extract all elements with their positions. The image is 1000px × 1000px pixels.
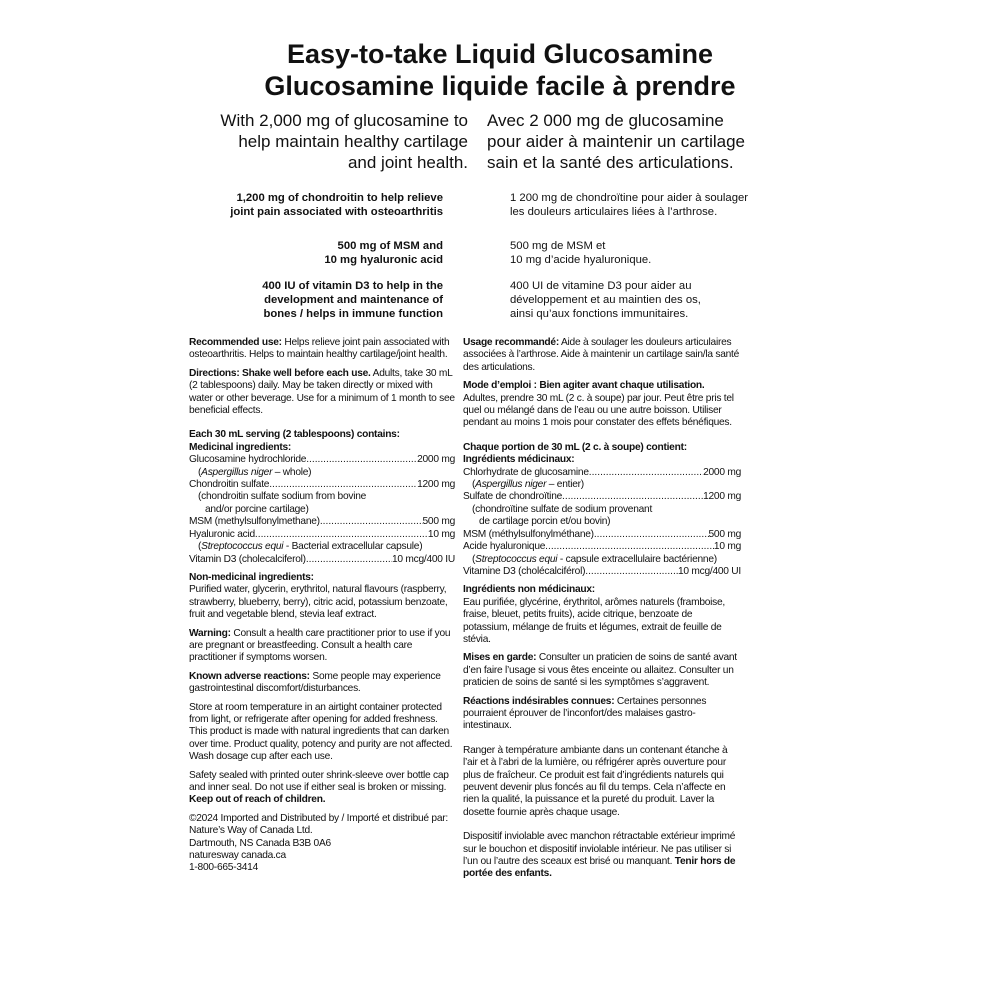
ingredient-amount: 500 mg: [422, 516, 455, 528]
medicinal-heading: Medicinal ingredients:: [189, 441, 292, 453]
directions: [189, 368, 455, 418]
safety-text: Safety sealed with printed outer shrink-sleeve over bottle cap and inner seal. Do not use if either seal is broken or missing.: [189, 769, 449, 793]
copyright-line: ©2024 Imported and Distributed by / Importé et distribué par:: [189, 812, 448, 824]
warning: [189, 628, 455, 665]
warning-text: Consult a health care practitioner prior to use if you are pregnant or breastfeeding. Consult a health care practitioner if symptoms worsen.: [189, 627, 451, 664]
hero-fr-line-3: sain et la santé des articulations.: [487, 153, 734, 172]
claim-line: les douleurs articulaires liées à l’arthrose.: [510, 206, 718, 218]
ingredient-source: (Streptococcus equi - capsule extracellulaire bactérienne): [472, 553, 717, 565]
claim-line: development and maintenance of: [264, 294, 443, 306]
recommended-use-label: Recommended use:: [189, 337, 282, 348]
hero-fr-line-1: Avec 2 000 mg de glucosamine: [487, 111, 724, 130]
warning-label: Mises en garde:: [463, 652, 537, 664]
claim-msm-fr: [510, 239, 840, 267]
ingredient-source: de cartilage porcin et/ou bovin): [479, 516, 611, 528]
ingredient-name: MSM (methylsulfonylmethane): [189, 516, 320, 528]
ingredient-amount: 10 mg: [427, 528, 455, 540]
source-rest: - capsule extracellulaire bactérienne): [557, 553, 717, 565]
ingredient-name: Chlorhydrate de glucosamine: [463, 466, 589, 478]
ingredient-source: and/or porcine cartilage): [205, 503, 309, 515]
hero-en-line-1: With 2,000 mg of glucosamine to: [220, 111, 468, 130]
adverse-label: Réactions indésirables connues:: [463, 695, 615, 707]
claim-line: développement et au maintien des os,: [510, 294, 701, 306]
hero-claim-english: [170, 110, 468, 173]
ingredient-row: [189, 529, 455, 541]
source-rest: - Bacterial extracellular capsule): [283, 541, 423, 553]
ingredient-row: [463, 529, 741, 541]
warning-label: Warning:: [189, 627, 231, 639]
recommended-use-text: Aide à soulager les douleurs articulaires associées à l’arthrose. Aide à maintenir un cartilage sain/la santé des articulations.: [463, 337, 740, 373]
claim-line: 10 mg hyaluronic acid: [324, 254, 443, 266]
ingredient-row: [189, 454, 455, 466]
company-website: naturesway canada.ca: [189, 850, 286, 862]
title-english: Easy-to-take Liquid Glucosamine: [286, 39, 714, 69]
ingredient-name: Sulfate de chondroïtine: [463, 491, 563, 503]
ingredient-source: (Aspergillus niger – entier): [472, 479, 584, 491]
source-rest: – entier): [546, 479, 584, 491]
ingredients-block-fr: [463, 442, 741, 578]
recommended-use-text: Helps relieve joint pain associated with osteoarthritis. Helps to maintain healthy cartilage/joint health.: [189, 337, 450, 361]
ingredient-name: Glucosamine hydrochloride: [189, 454, 307, 466]
claim-line: 1,200 mg of chondroitin to help relieve: [236, 192, 443, 204]
ingredient-name: Chondroitin sulfate: [189, 479, 270, 491]
directions-text: Adults, take 30 mL (2 tablespoons) daily. May be taken directly or mixed with water or other beverage. Use for a minimum of 1 month to see beneficial effects.: [189, 367, 455, 417]
french-label-column: [463, 337, 741, 887]
directions-text: Adultes, prendre 30 mL (2 c. à soupe) par jour. Peut être pris tel quel ou mélangé dans de l’eau ou une autre boisson. Utiliser pendant au moins 1 mois pour constater des effets bénéfiques.: [463, 392, 734, 429]
claim-line: 500 mg de MSM et: [510, 240, 606, 252]
claim-chondroitin-fr: [510, 191, 840, 219]
claim-line: 400 UI de vitamine D3 pour aider au: [510, 280, 692, 292]
company-phone: 1-800-665-3414: [189, 862, 259, 874]
claim-line: 1 200 mg de chondroïtine pour aider à soulager: [510, 192, 749, 204]
ingredients-block: [189, 429, 455, 565]
english-label-column: [189, 337, 455, 875]
title-french: Glucosamine liquide facile à prendre: [264, 71, 736, 101]
warning-fr: [463, 652, 741, 689]
claim-line: joint pain associated with osteoarthritis: [230, 206, 443, 218]
claim-line: 400 IU of vitamin D3 to help in the: [262, 280, 443, 292]
hero-fr-line-2: pour aider à maintenir un cartilage: [487, 132, 745, 151]
ingredient-source: (chondroïtine sulfate de sodium provenant: [472, 503, 653, 515]
ingredient-amount: 1200 mg: [703, 491, 741, 503]
ingredient-row: [189, 479, 455, 491]
claim-line: ainsi qu’aux fonctions immunitaires.: [510, 308, 689, 320]
company-address: Dartmouth, NS Canada B3B 0A6: [189, 837, 331, 849]
serving-heading: Chaque portion de 30 mL (2 c. à soupe) contient:: [463, 441, 687, 453]
species-name: Streptococcus equi: [475, 553, 558, 565]
storage-text: Store at room temperature in an airtight container protected from light, or refrigerate after opening for added freshness. This product is made with natural ingredients that can darken over time. Product quality, potency and purity are not affected. Wash dosage cup after each use.: [189, 701, 453, 763]
safety-seal-fr: [463, 831, 741, 881]
storage-text-fr: Ranger à température ambiante dans un contenant étanche à l’air et à l’abri de la lumière, ou réfrigérer après ouverture pour plus de fraîcheur. Ce produit est fait d’ingrédients naturels qui peuvent devenir plus foncés au fil du temps. Cela n’affecte en rien la qualité, la puissance et la pureté du produit. Laver la dosette fournie après chaque usage.: [463, 744, 728, 818]
claim-line: 10 mg d’acide hyaluronique.: [510, 254, 652, 266]
company-name: Nature’s Way of Canada Ltd.: [189, 825, 313, 837]
ingredient-row: [463, 541, 741, 553]
hero-claim-french: [487, 110, 817, 173]
non-medicinal: [189, 572, 455, 622]
adverse-text: Some people may experience gastrointestinal discomfort/disturbances.: [189, 670, 441, 695]
species-name: Streptococcus equi: [201, 541, 284, 553]
adverse-text: Certaines personnes pourraient éprouver de l’inconfort/des malaises gastro-intestinaux.: [463, 695, 707, 732]
species-name: Aspergillus niger: [201, 466, 273, 478]
ingredient-amount: 2000 mg: [417, 454, 455, 466]
claim-vitamin-d-fr: [510, 279, 840, 321]
adverse-reactions: [189, 671, 455, 696]
claim-vitamin-d-en: [160, 279, 443, 321]
keep-out-of-reach: Keep out of reach of children.: [189, 794, 326, 806]
keep-out-of-reach: Tenir hors de portée des enfants.: [463, 856, 736, 880]
non-medicinal-heading: Non-medicinal ingredients:: [189, 571, 314, 583]
ingredient-amount: 10 mcg/400 UI: [677, 565, 741, 577]
ingredient-row: [189, 554, 455, 566]
ingredient-amount: 10 mg: [713, 541, 741, 553]
ingredient-amount: 2000 mg: [703, 466, 741, 478]
ingredient-row: [189, 516, 455, 528]
adverse-reactions-fr: [463, 696, 741, 733]
non-medicinal-fr: [463, 584, 741, 646]
safety-seal: [189, 770, 455, 807]
claim-line: bones / helps in immune function: [263, 308, 443, 320]
ingredient-row: [463, 566, 741, 578]
serving-heading: Each 30 mL serving (2 tablespoons) contains:: [189, 429, 400, 441]
warning-text: Consulter un praticien de soins de santé avant d’en faire l’usage si vous êtes enceinte ou allaitez. Consulter un praticien de soins de santé si les symptômes s’aggravent.: [463, 652, 737, 689]
directions-label: Mode d’emploi : Bien agiter avant chaque utilisation.: [463, 380, 705, 392]
ingredient-source: (chondroitin sulfate sodium from bovine: [198, 491, 367, 503]
directions-label: Directions: Shake well before each use.: [189, 367, 371, 379]
recommended-use: [189, 337, 455, 362]
claim-msm-en: [160, 239, 443, 267]
ingredient-row: [463, 491, 741, 503]
hero-en-line-3: and joint health.: [347, 153, 468, 172]
claim-chondroitin-en: [160, 191, 443, 219]
ingredient-amount: 1200 mg: [417, 479, 455, 491]
ingredient-row: [463, 467, 741, 479]
distributor-info: [189, 813, 455, 875]
ingredient-name: Hyaluronic acid: [189, 528, 255, 540]
recommended-use-label: Usage recommandé:: [463, 337, 559, 348]
non-medicinal-text: Eau purifiée, glycérine, érythritol, arômes naturels (framboise, fraise, bleuet, petits fruits), acide citrique, benzoate de potassium, mélange de fruits et légumes, extrait de feuille de stévia.: [463, 596, 726, 645]
species-name: Aspergillus niger: [475, 479, 547, 491]
non-medicinal-text: Purified water, glycerin, erythritol, natural flavours (raspberry, strawberry, blueberry, berry), citric acid, potassium benzoate, fruit and vegetable blend, stevia leaf extract.: [189, 584, 448, 621]
ingredient-source: (Streptococcus equi - Bacterial extracellular capsule): [198, 541, 423, 553]
hero-en-line-2: help maintain healthy cartilage: [238, 132, 468, 151]
ingredient-name: Acide hyaluronique: [463, 541, 546, 553]
ingredient-amount: 10 mcg/400 IU: [391, 553, 455, 565]
ingredient-name: Vitamine D3 (cholécalciférol): [463, 565, 586, 577]
recommended-use-fr: [463, 337, 741, 374]
medicinal-heading: Ingrédients médicinaux:: [463, 454, 575, 466]
adverse-label: Known adverse reactions:: [189, 670, 310, 682]
ingredient-source: (Aspergillus niger – whole): [198, 466, 312, 478]
directions-fr: [463, 380, 741, 430]
source-rest: – whole): [272, 466, 312, 478]
claim-line: 500 mg of MSM and: [337, 240, 443, 252]
ingredient-name: Vitamin D3 (cholecalciferol): [189, 553, 306, 565]
ingredient-name: MSM (méthylsulfonylméthane): [463, 528, 594, 540]
safety-text: Dispositif inviolable avec manchon rétractable extérieur imprimé sur le bouchon et dispositif inviolable intérieur. Ne pas utiliser si l’un ou l’autre des sceaux est brisé ou manquant.: [463, 831, 736, 868]
ingredient-amount: 500 mg: [708, 528, 741, 540]
non-medicinal-heading: Ingrédients non médicinaux:: [463, 584, 595, 596]
